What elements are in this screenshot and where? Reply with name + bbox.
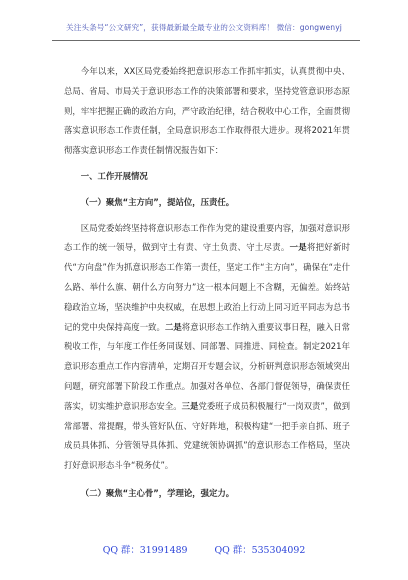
emphasis-first: 一是 (289, 242, 307, 253)
subsection-heading-2: （二）聚焦“主心骨”，学理论，强定力。 (80, 487, 235, 498)
document-body (64, 62, 350, 504)
intro-paragraph: 今年以来，XX区局党委始终把意识形态工作抓牢抓实，认真贯彻中央、总局、省局、市局关于意识形态工作的决策部署和要求，坚持党管意识形态原则，牢牢把握正确的政治方向，严守政治纪律，结合税收中心工作，全面贯彻落实意识形态工作责任制，全局意识形态工作取得很大进步。现将2021年贯彻落实意识形态工作责任制情况报告如下： (64, 66, 350, 156)
header-divider (52, 40, 360, 41)
footer-qq-group-1: QQ 群：31991489 (102, 545, 188, 556)
paragraph-text: 党委班子成员积极履行“一岗双责”，做到常部署、常提醒，带头管好队伍、守好阵地，积极构建“一把手亲自抓、班子成员具体抓、分管领导具体抓、党建统领协调抓”的意识形态工作格局，坚决打好意识形态斗争“税务仗”。 (64, 400, 351, 471)
emphasis-second: 二是 (164, 321, 182, 332)
paragraph-text: 将意识形态工作纳入重要议事日程，融入日常税收工作，与年度工作任务同谋划、同部署、同推进、同检查。制定2021年意识形态重点工作内容清单，定期召开专题会议，分析研判意识形态领域突出问题，研究部署下阶段工作重点。加强对各单位、各部门督促领导，确保责任落实，切实维护意识形态安全。 (64, 321, 351, 411)
paragraph-text: 将把好新时代“方向盘”作为抓意识形态工作第一责任，坚定工作“主方向”，确保在“走什么路、举什么旗、朝什么方向努力”这一根本问题上不含糊，无偏差。始终站稳政治立场，坚决维护中央权威，在思想上政治上行动上同习近平同志为总书记的党中央保持高度一致。 (64, 242, 351, 332)
footer-qq-group-2: QQ 群：535304092 (214, 545, 306, 556)
paragraph-text: 区局党委始终坚持将意识形态工作作为党的建设重要内容，加强对意识形态工作的统一领导，做到守土有责、守土负责、守土尽责。 (64, 222, 350, 253)
body-paragraph-1 (64, 219, 350, 476)
subsection-heading-1: （一）聚焦“主方向”，提站位，压责任。 (80, 196, 235, 207)
footer (0, 542, 408, 556)
header-banner: 关注头条号“公文研究”，获得最新最全最专业的公文资料库！ 微信：gongwenyj (66, 23, 342, 32)
section-heading: 一、工作开展情况 (80, 170, 148, 181)
emphasis-third: 三是 (181, 400, 199, 411)
